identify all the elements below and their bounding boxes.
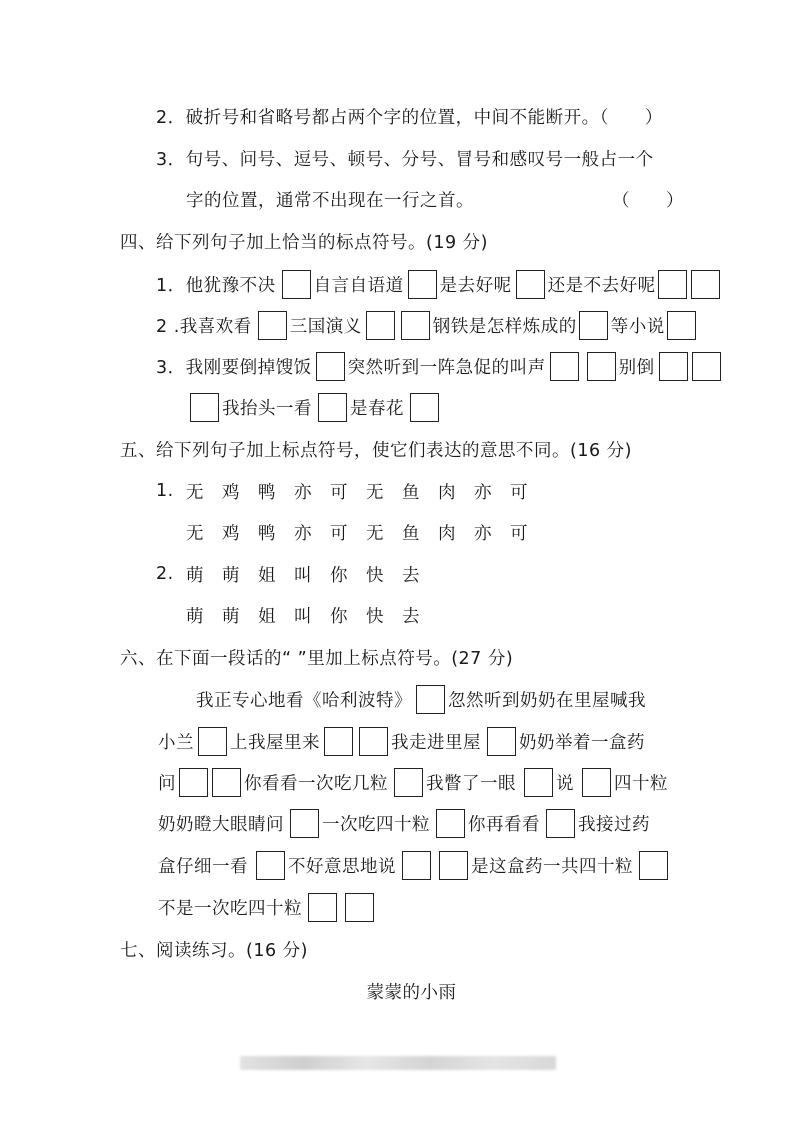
section-heading: 五、给下列句子加上标点符号，使它们表达的意思不同。(16 分) xyxy=(120,440,632,461)
sentence-text: 2 .我喜欢看 xyxy=(156,316,252,337)
passage-text: 奶奶瞪大眼睛问 xyxy=(158,814,284,835)
punctuation-box[interactable] xyxy=(401,311,430,340)
story-title xyxy=(0,974,793,1008)
char: 萌 xyxy=(186,606,204,627)
char: 亦 xyxy=(294,482,312,503)
passage-text: 四十粒 xyxy=(614,773,668,794)
section-6-heading xyxy=(120,640,513,674)
punctuation-box[interactable] xyxy=(487,727,516,756)
char: 叫 xyxy=(294,565,312,586)
s5-item-1-line-1 xyxy=(156,474,528,508)
char: 去 xyxy=(402,606,420,627)
punctuation-box[interactable] xyxy=(691,270,720,299)
punctuation-box[interactable] xyxy=(658,270,687,299)
item-number: 1. xyxy=(156,481,174,501)
answer-paren: （ ） xyxy=(612,190,684,211)
punctuation-box[interactable] xyxy=(667,311,696,340)
punctuation-box[interactable] xyxy=(345,893,374,922)
char-sequence xyxy=(186,479,528,504)
judge-item-3-answer xyxy=(612,182,684,216)
sentence-text: 钢铁是怎样炼成的 xyxy=(432,316,577,337)
passage-text: 奶奶举着一盒药 xyxy=(519,732,645,753)
punctuation-box[interactable] xyxy=(256,851,285,880)
char: 鸡 xyxy=(222,482,240,503)
sentence-text: 三国演义 xyxy=(289,316,362,337)
passage-text: 小兰 xyxy=(158,732,194,753)
sentence-text: 别倒 xyxy=(618,357,655,378)
s6-line-3 xyxy=(158,765,668,799)
punctuation-box[interactable] xyxy=(439,851,468,880)
char: 你 xyxy=(330,565,348,586)
punctuation-box[interactable] xyxy=(408,270,437,299)
section-4-heading xyxy=(120,224,488,258)
s4-sentence-3-cont xyxy=(190,390,439,424)
char: 可 xyxy=(330,523,348,544)
passage-text: 我接过药 xyxy=(578,814,650,835)
punctuation-box[interactable] xyxy=(394,768,423,797)
judge-item-3-text-cont: 字的位置，通常不出现在一行之首。 xyxy=(186,190,474,211)
punctuation-box[interactable] xyxy=(282,270,311,299)
passage-text: 一次吃四十粒 xyxy=(322,814,430,835)
punctuation-box[interactable] xyxy=(516,270,545,299)
char: 鸭 xyxy=(258,482,276,503)
char: 鸭 xyxy=(258,523,276,544)
sentence-text: 突然听到一阵急促的叫声 xyxy=(347,357,546,378)
punctuation-box[interactable] xyxy=(402,851,431,880)
judge-item-3-cont xyxy=(186,182,474,216)
char: 叫 xyxy=(294,606,312,627)
punctuation-box[interactable] xyxy=(692,352,721,381)
char: 快 xyxy=(366,565,384,586)
punctuation-box[interactable] xyxy=(212,768,241,797)
punctuation-box[interactable] xyxy=(318,393,347,422)
s5-item-2-line-2 xyxy=(186,598,420,632)
sentence-text: 3．我刚要倒掉馊饭 xyxy=(156,357,312,378)
punctuation-box[interactable] xyxy=(550,352,579,381)
sentence-text: 等小说 xyxy=(610,316,665,337)
passage-text: 问 xyxy=(158,773,176,794)
char-sequence xyxy=(186,562,420,587)
char: 可 xyxy=(510,523,528,544)
passage-text: 我走进里屋 xyxy=(391,732,481,753)
section-heading: 七、阅读练习。(16 分) xyxy=(120,940,308,961)
char: 你 xyxy=(330,606,348,627)
sentence-text: 1．他犹豫不决 xyxy=(156,275,276,296)
punctuation-box[interactable] xyxy=(410,393,439,422)
sentence-text: 自言自语道 xyxy=(313,275,404,296)
section-heading: 六、在下面一段话的“ ”里加上标点符号。(27 分) xyxy=(120,648,514,669)
char: 无 xyxy=(186,482,204,503)
punctuation-box[interactable] xyxy=(366,311,395,340)
punctuation-box[interactable] xyxy=(524,768,553,797)
passage-text: 不是一次吃四十粒 xyxy=(158,898,302,919)
story-title-text: 蒙蒙的小雨 xyxy=(366,982,457,1003)
char: 去 xyxy=(402,565,420,586)
punctuation-box[interactable] xyxy=(190,393,219,422)
sentence-text: 是去好呢 xyxy=(439,275,512,296)
passage-text: 你再看看 xyxy=(468,814,540,835)
punctuation-box[interactable] xyxy=(546,809,575,838)
char: 姐 xyxy=(258,606,276,627)
passage-text: 我瞥了一眼 xyxy=(426,773,516,794)
punctuation-box[interactable] xyxy=(639,851,668,880)
passage-text: 上我屋里来 xyxy=(230,732,320,753)
judge-item-3-text: 3．句号、问号、逗号、顿号、分号、冒号和感叹号一般占一个 xyxy=(156,149,654,170)
sentence-text: 还是不去好呢 xyxy=(547,275,656,296)
punctuation-box[interactable] xyxy=(579,311,608,340)
passage-text: 不好意思地说 xyxy=(288,856,396,877)
punctuation-box[interactable] xyxy=(258,311,287,340)
s4-sentence-3 xyxy=(156,349,721,383)
char: 萌 xyxy=(222,565,240,586)
s6-line-1 xyxy=(196,682,646,716)
s4-sentence-2 xyxy=(156,308,696,342)
sentence-text: 是春花 xyxy=(350,398,404,419)
punctuation-box[interactable] xyxy=(416,685,445,714)
char: 亦 xyxy=(474,523,492,544)
section-7-heading xyxy=(120,932,308,966)
char: 鱼 xyxy=(402,523,420,544)
judge-item-3 xyxy=(156,141,654,175)
section-5-heading xyxy=(120,432,632,466)
s6-line-4 xyxy=(158,806,650,840)
s6-line-5 xyxy=(158,848,668,882)
s4-sentence-1 xyxy=(156,267,720,301)
sentence-text: 我抬头一看 xyxy=(222,398,312,419)
char: 姐 xyxy=(258,565,276,586)
char: 无 xyxy=(186,523,204,544)
char-sequence xyxy=(186,520,528,545)
judge-item-2-text: 2．破折号和省略号都占两个字的位置，中间不能断开。（ ） xyxy=(156,107,663,128)
punctuation-box[interactable] xyxy=(316,352,345,381)
punctuation-box[interactable] xyxy=(359,727,388,756)
punctuation-box[interactable] xyxy=(179,768,208,797)
char: 亦 xyxy=(474,482,492,503)
char-sequence xyxy=(186,603,420,628)
char: 萌 xyxy=(222,606,240,627)
char: 肉 xyxy=(438,523,456,544)
char: 萌 xyxy=(186,565,204,586)
punctuation-box[interactable] xyxy=(659,352,688,381)
passage-text: 忽然听到奶奶在里屋喊我 xyxy=(448,690,646,711)
s6-line-2 xyxy=(158,724,645,758)
char: 快 xyxy=(366,606,384,627)
char: 肉 xyxy=(438,482,456,503)
char: 可 xyxy=(510,482,528,503)
passage-text: 说 xyxy=(556,773,574,794)
punctuation-box[interactable] xyxy=(290,809,319,838)
char: 无 xyxy=(366,523,384,544)
passage-text: 你看看一次吃几粒 xyxy=(244,773,388,794)
s5-item-1-line-2 xyxy=(186,515,528,549)
section-heading: 四、给下列句子加上恰当的标点符号。(19 分) xyxy=(120,232,488,253)
item-number: 2. xyxy=(156,564,174,584)
punctuation-box[interactable] xyxy=(308,893,337,922)
punctuation-box[interactable] xyxy=(582,768,611,797)
s6-line-6 xyxy=(158,890,374,924)
punctuation-box[interactable] xyxy=(324,727,353,756)
passage-text: 是这盒药一共四十粒 xyxy=(471,856,633,877)
punctuation-box[interactable] xyxy=(587,352,616,381)
punctuation-box[interactable] xyxy=(436,809,465,838)
char: 鱼 xyxy=(402,482,420,503)
blurred-watermark-strip xyxy=(240,1056,556,1070)
char: 无 xyxy=(366,482,384,503)
s5-item-2-line-1 xyxy=(156,557,420,591)
punctuation-box[interactable] xyxy=(198,727,227,756)
judge-item-2 xyxy=(156,99,663,133)
char: 亦 xyxy=(294,523,312,544)
char: 鸡 xyxy=(222,523,240,544)
char: 可 xyxy=(330,482,348,503)
passage-text: 盒仔细一看 xyxy=(158,856,248,877)
passage-text: 我正专心地看《哈利波特》 xyxy=(196,690,412,711)
